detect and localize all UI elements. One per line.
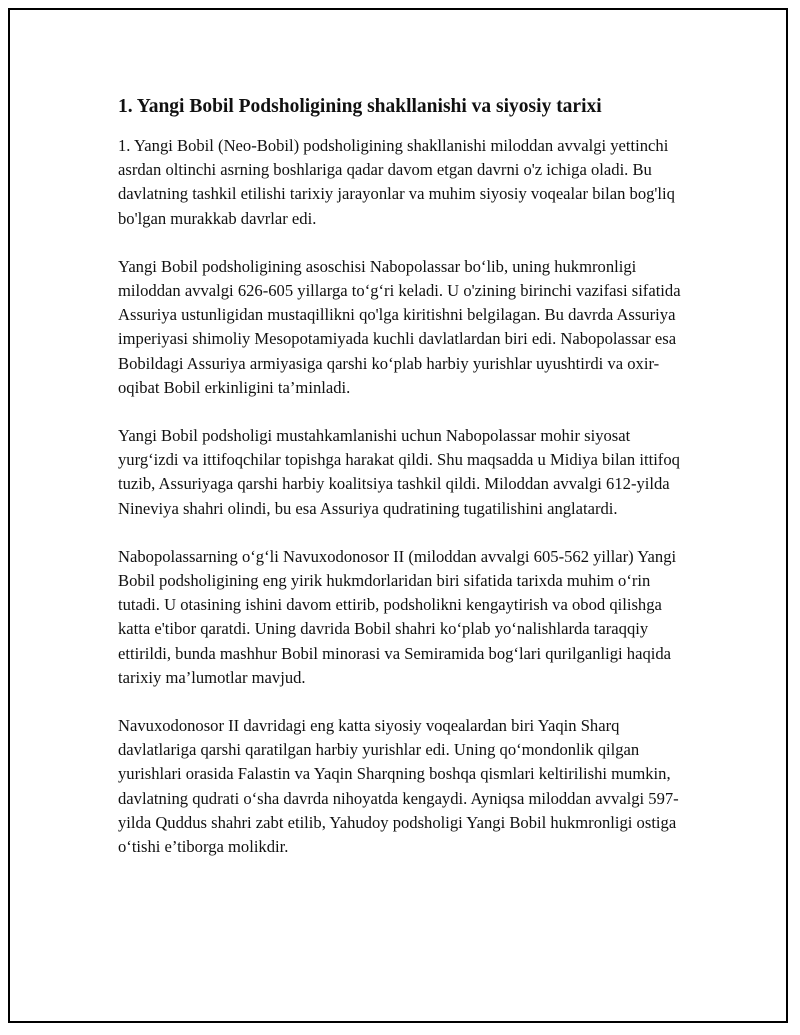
document-body [118,94,690,883]
paragraph-4: Nabopolassarning o‘g‘li Navuxodonosor II (miloddan avvalgi 605-562 yillar) Yangi Bobil podsholigining eng yirik hukmdorlaridan biri sifatida tarixda muhim o‘rin tutadi. U otasining ishini davom ettirib, podsholikni kengaytirish va obod qilishga katta e'tibor qaratdi. Uning davrida Bobil shahri ko‘plab yo‘nalishlarda taraqqiy ettirildi, bunda mashhur Bobil minorasi va Semiramida bog‘lari qurilganligi haqida tarixiy ma’lumotlar mavjud. [118,546,677,687]
paragraph-5: Navuxodonosor II davridagi eng katta siyosiy voqealardan biri Yaqin Sharq davlatlariga qarshi qaratilgan harbiy yurishlar edi. Uning qo‘mondonlik qilgan yurishlari orasida Falastin va Yaqin Sharqning boshqa qismlari keltirilishi mumkin, davlatning qudrati o‘sha davrda nihoyatda kengaydi. Ayniqsa miloddan avvalgi 597-yilda Quddus shahri zabt etilib, Yahudoy podsholigi Yangi Bobil hukmronligi ostiga o‘tishi e’tiborga molikdir. [118,716,679,857]
paragraph-3: Yangi Bobil podsholigi mustahkamlanishi uchun Nabopolassar mohir siyosat yurg‘izdi va ittifoqchilar topishga harakat qildi. Shu maqsadda u Midiya bilan ittifoq tuzib, Assuriyaga qarshi harbiy koalitsiya tashkil qildi. Miloddan avvalgi 612-yilda Nineviya shahri olindi, bu esa Assuriya qudratining tugatilishini anglatardi. [118,426,680,518]
document-title: 1. Yangi Bobil Podsholigining shakllanishi va siyosiy tarixi [118,96,602,117]
paragraph-1: 1. Yangi Bobil (Neo-Bobil) podsholigining shakllanishi miloddan avvalgi yettinchi asrdan oltinchi asrning boshlariga qadar davom etgan davrni o'z ichiga oladi. Bu davlatning tashkil etilishi tarixiy jarayonlar va muhim siyosiy voqealar bilan bog'liq bo'lgan murakkab davrlar edi. [118,136,675,228]
paragraph-2: Yangi Bobil podsholigining asoschisi Nabopolassar bo‘lib, uning hukmronligi miloddan avvalgi 626-605 yillarga to‘g‘ri keladi. U o'zining birinchi vazifasi sifatida Assuriya ustunligidan mustaqillikni qo'lga kiritishni belgilagan. Bu davrda Assuriya imperiyasi shimoliy Mesopotamiyada kuchli davlatlardan biri edi. Nabopolassar esa Bobildagi Assuriya armiyasiga qarshi ko‘plab harbiy yurishlar uyushtirdi va oxir-oqibat Bobil erkinligini ta’minladi. [118,256,681,397]
